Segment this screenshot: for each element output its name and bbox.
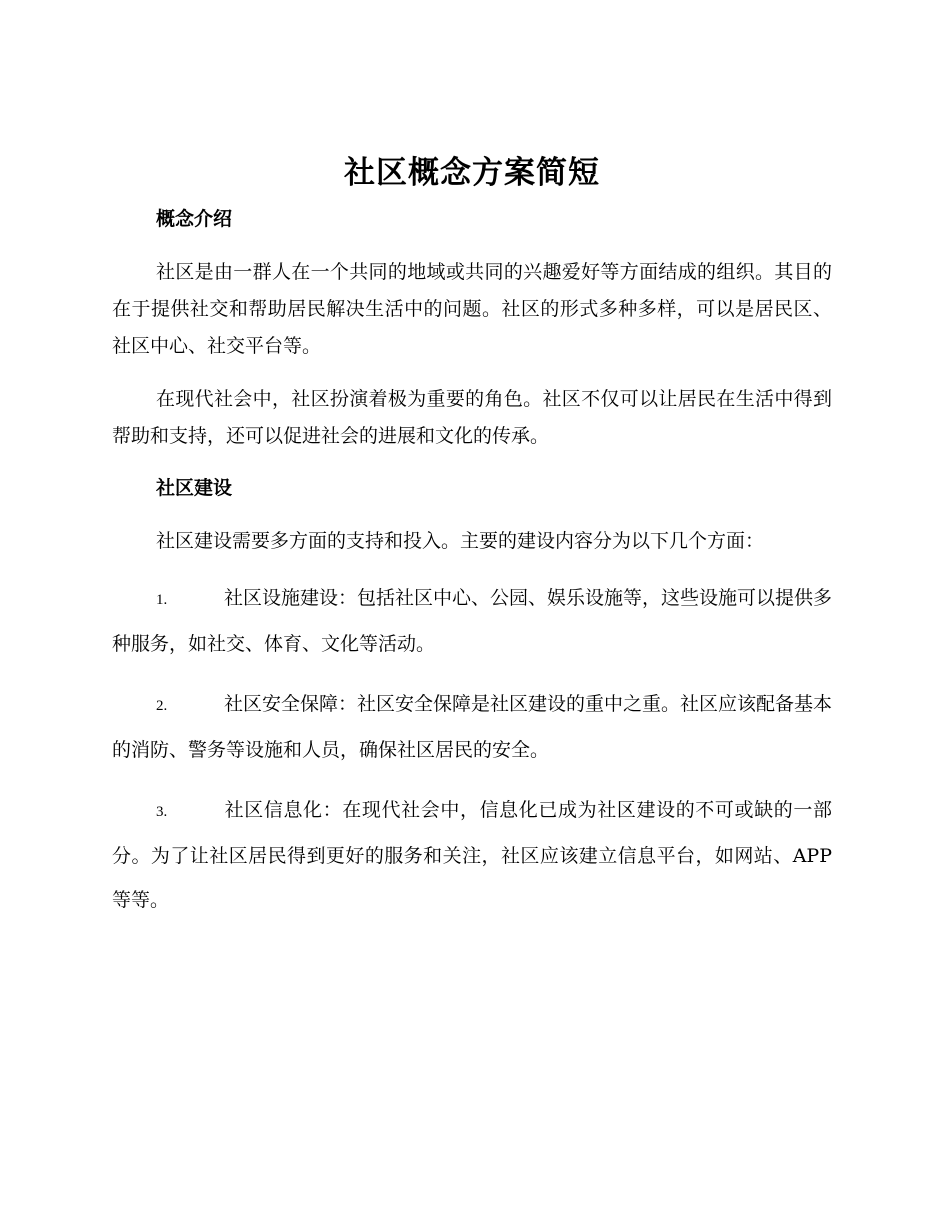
section-heading-concept: 概念介绍 <box>156 208 233 230</box>
paragraph: 社区是由一群人在一个共同的地域或共同的兴趣爱好等方面结成的组织。其目的在于提供社交和帮助居民解决生活中的问题。社区的形式多种多样，可以是居民区、社区中心、社交平台等。 <box>112 261 832 357</box>
list-item-text: 社区信息化：在现代社会中，信息化已成为社区建设的不可或缺的一部分。为了让社区居民得到更好的服务和关注，社区应该建立信息平台，如网站、APP 等等。 <box>112 799 832 911</box>
document-title: 社区概念方案简短 <box>344 155 600 191</box>
document-body <box>112 150 832 922</box>
list-item <box>112 682 832 772</box>
section-heading-construction: 社区建设 <box>156 477 233 499</box>
list-item-text: 社区安全保障：社区安全保障是社区建设的重中之重。社区应该配备基本的消防、警务等设施和人员，确保社区居民的安全。 <box>112 693 833 761</box>
list-item-text: 社区设施建设：包括社区中心、公园、娱乐设施等，这些设施可以提供多种服务，如社交、体育、文化等活动。 <box>112 587 833 655</box>
paragraph: 社区建设需要多方面的支持和投入。主要的建设内容分为以下几个方面： <box>156 530 765 552</box>
list-item-number: 3. <box>156 804 168 820</box>
paragraph: 在现代社会中，社区扮演着极为重要的角色。社区不仅可以让居民在生活中得到帮助和支持，还可以促进社会的进展和文化的传承。 <box>112 388 832 447</box>
list-item <box>112 576 832 666</box>
list-item-number: 2. <box>156 698 168 714</box>
list-item-number: 1. <box>156 592 168 608</box>
list-item <box>112 788 832 922</box>
